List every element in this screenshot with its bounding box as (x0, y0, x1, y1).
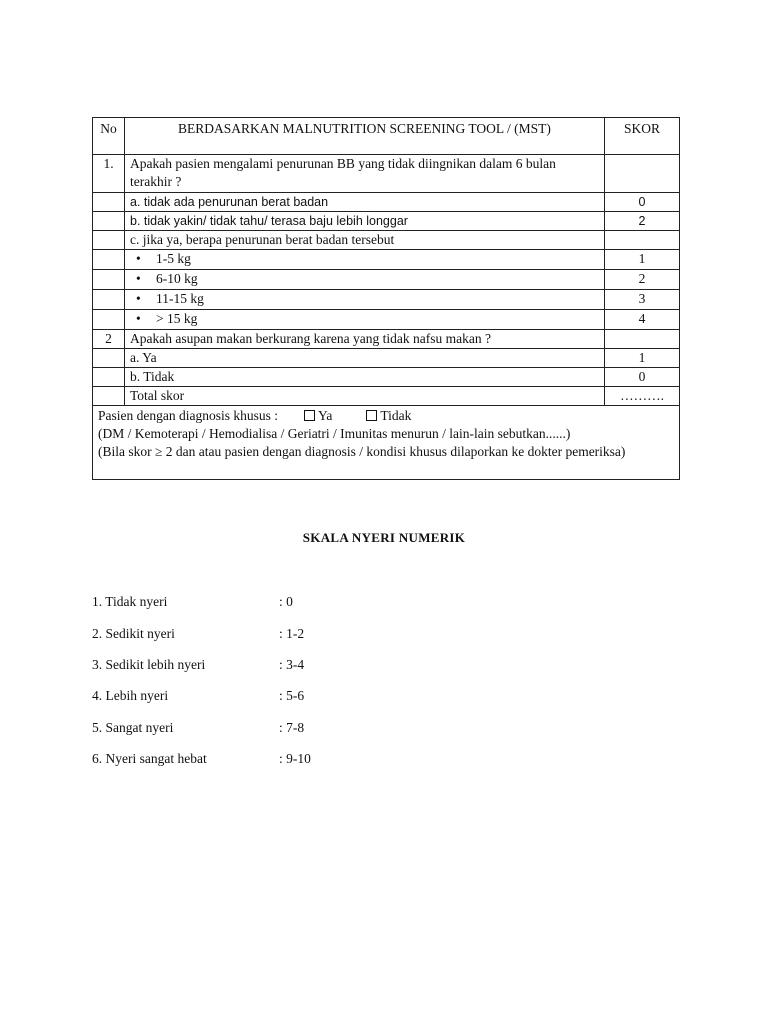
row-text: Apakah pasien mengalami penurunan BB yang tidak diingnikan dalam 6 bulan terakhir ? (125, 155, 605, 193)
header-skor: SKOR (605, 118, 680, 155)
row-text (125, 290, 605, 310)
scale-value: : 9-10 (279, 751, 311, 766)
checkbox-tidak[interactable] (366, 410, 377, 421)
scale-label: 2. Sedikit nyeri (92, 626, 175, 641)
row-no (93, 270, 125, 290)
bullet-icon: • (136, 271, 141, 286)
row-no (93, 250, 125, 270)
row-skor: 1 (605, 250, 680, 270)
header-no: No (93, 118, 125, 155)
scale-value: : 1-2 (279, 626, 305, 641)
row-text (125, 310, 605, 330)
diagnosis-label: Pasien dengan diagnosis khusus : (98, 408, 278, 423)
mst-header-row (93, 118, 680, 155)
row-text (125, 270, 605, 290)
row-skor: 2 (605, 270, 680, 290)
row-no (93, 368, 125, 387)
row-text: b. tidak yakin/ tidak tahu/ terasa baju lebih longgar (125, 212, 605, 231)
row-text: a. tidak ada penurunan berat badan (125, 193, 605, 212)
scale-label: 6. Nyeri sangat hebat (92, 751, 207, 766)
scale-item (92, 686, 304, 706)
row-no (93, 212, 125, 231)
scale-value: : 5-6 (279, 688, 305, 703)
scale-label: 1. Tidak nyeri (92, 594, 168, 609)
table-row (93, 250, 680, 270)
header-title: BERDASARKAN MALNUTRITION SCREENING TOOL / (MST) (125, 118, 605, 155)
mst-footer-row (93, 406, 680, 480)
table-row (93, 231, 680, 250)
row-text (125, 250, 605, 270)
row-no (93, 349, 125, 368)
diagnosis-line (98, 407, 674, 425)
checkbox-ya[interactable] (304, 410, 315, 421)
total-skor-label: Total skor (125, 387, 605, 406)
row-skor (605, 330, 680, 349)
row-skor (605, 155, 680, 193)
scale-item (92, 718, 304, 738)
table-row (93, 387, 680, 406)
skala-title: SKALA NYERI NUMERIK (302, 530, 466, 545)
bullet-icon: • (136, 251, 141, 266)
table-row (93, 155, 680, 193)
row-no: 1. (93, 155, 125, 193)
scale-value: : 0 (279, 594, 293, 609)
table-row (93, 270, 680, 290)
scale-label: 3. Sedikit lebih nyeri (92, 657, 206, 672)
row-skor: 0 (605, 368, 680, 387)
row-skor: 2 (605, 212, 680, 231)
scale-label: 4. Lebih nyeri (92, 688, 169, 703)
total-skor-value: ………. (605, 387, 680, 406)
bullet-text: 11-15 kg (156, 291, 204, 306)
bullet-icon: • (136, 291, 141, 306)
row-skor: 1 (605, 349, 680, 368)
row-skor: 4 (605, 310, 680, 330)
scale-value: : 7-8 (279, 720, 305, 735)
row-skor: 0 (605, 193, 680, 212)
scale-item (92, 624, 304, 644)
mst-footer (93, 406, 680, 480)
diagnosis-list: (DM / Kemoterapi / Hemodialisa / Geriatri / Imunitas menurun / lain-lain sebutkan......) (98, 426, 571, 441)
row-no (93, 290, 125, 310)
row-no (93, 231, 125, 250)
row-text: c. jika ya, berapa penurunan berat badan tersebut (125, 231, 605, 250)
scale-item (92, 749, 311, 769)
row-skor: 3 (605, 290, 680, 310)
scale-item (92, 592, 293, 612)
row-text: Apakah asupan makan berkurang karena yang tidak nafsu makan ? (125, 330, 605, 349)
diagnosis-note: (Bila skor ≥ 2 dan atau pasien dengan diagnosis / kondisi khusus dilaporkan ke dokter pemeriksa) (98, 444, 626, 459)
bullet-text: > 15 kg (156, 311, 198, 326)
scale-item (92, 655, 304, 675)
scale-label: 5. Sangat nyeri (92, 720, 174, 735)
bullet-text: 6-10 kg (156, 271, 198, 286)
row-skor (605, 231, 680, 250)
row-no (93, 387, 125, 406)
table-row (93, 349, 680, 368)
table-row (93, 290, 680, 310)
option-tidak-label: Tidak (380, 408, 412, 423)
row-text: a. Ya (125, 349, 605, 368)
table-row (93, 330, 680, 349)
table-row (93, 368, 680, 387)
bullet-text: 1-5 kg (156, 251, 191, 266)
row-text: b. Tidak (125, 368, 605, 387)
mst-table (92, 117, 680, 480)
row-no (93, 310, 125, 330)
row-no: 2 (93, 330, 125, 349)
table-row (93, 310, 680, 330)
option-ya-label: Ya (318, 408, 333, 423)
scale-value: : 3-4 (279, 657, 305, 672)
table-row (93, 193, 680, 212)
row-no (93, 193, 125, 212)
table-row (93, 212, 680, 231)
bullet-icon: • (136, 311, 141, 326)
